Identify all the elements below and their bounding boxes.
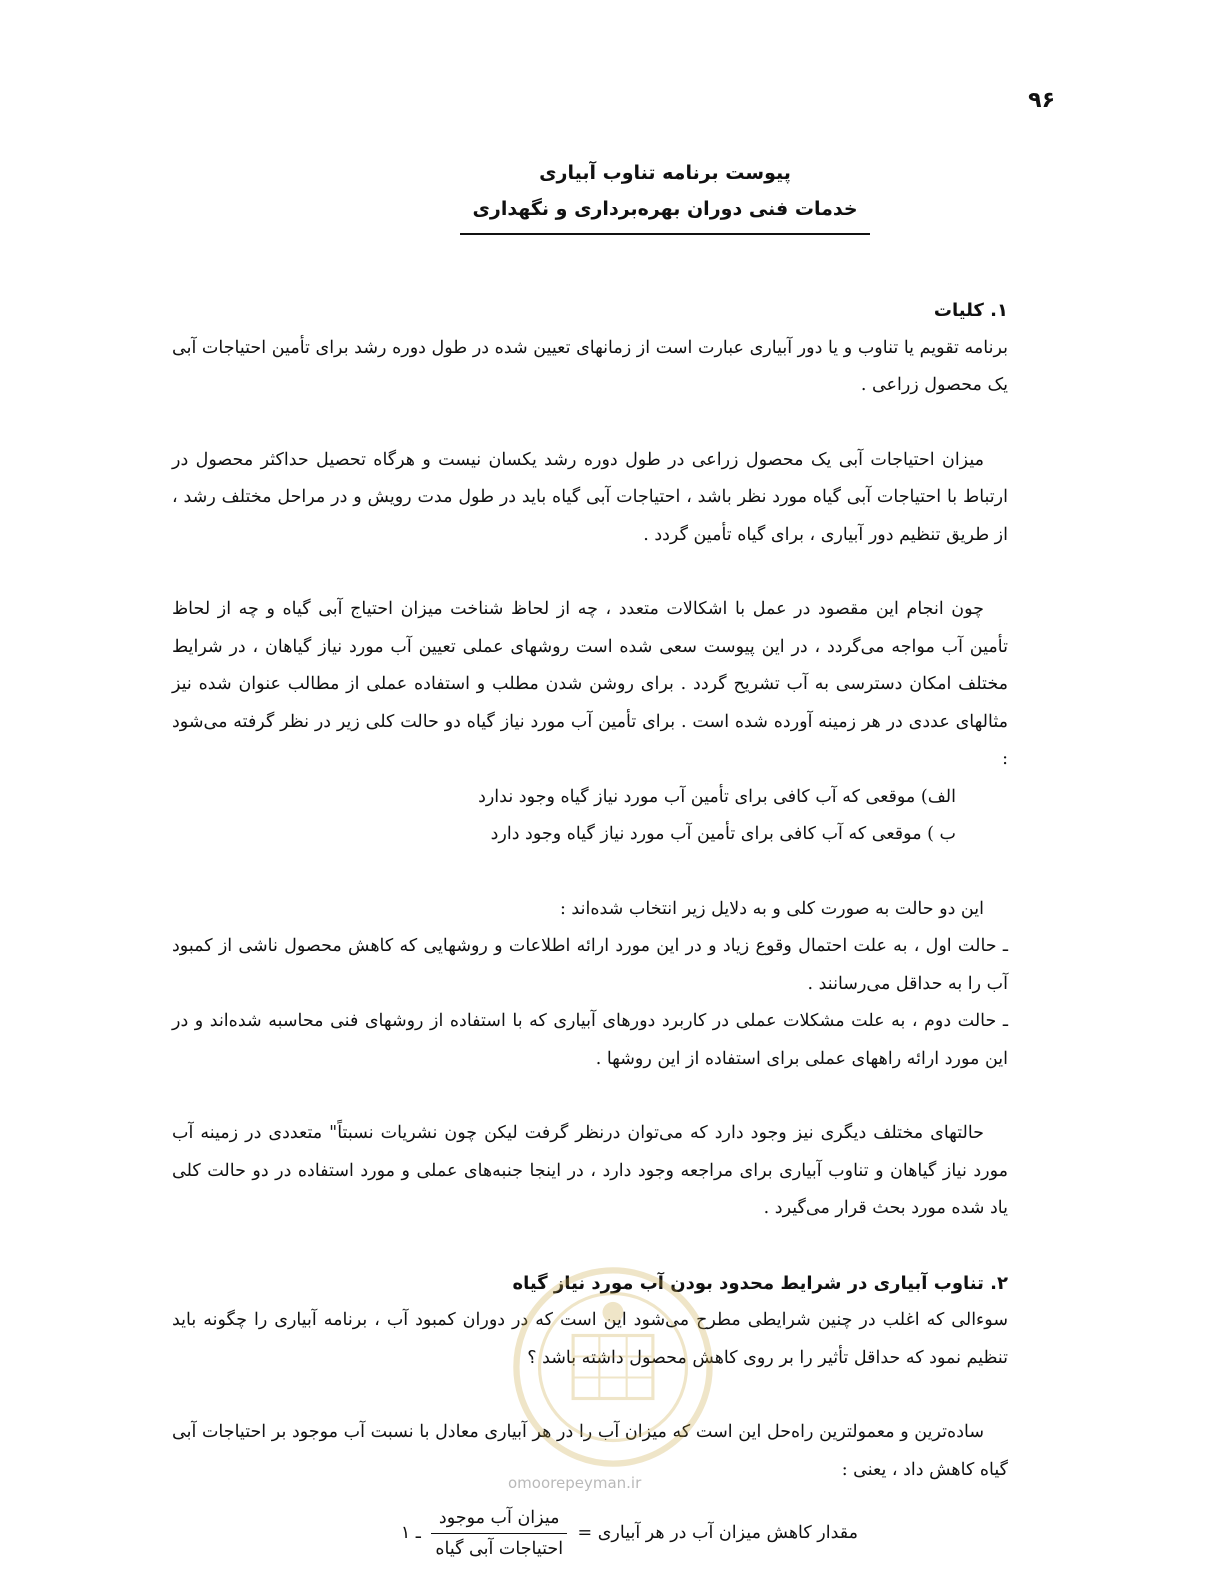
paragraph-gap	[172, 1078, 1008, 1115]
title-block	[440, 155, 890, 235]
formula-denominator: احتیاجات آبی گیاه	[435, 1539, 564, 1559]
formula	[172, 1503, 1008, 1564]
section-1-paragraph-1: برنامه تقویم یا تناوب و یا دور آبیاری عبارت است از زمانهای تعیین شده در طول دوره رشد برای تأمین احتیاجات آبی یک محصول زراعی .	[172, 337, 1008, 395]
section-1-paragraph-2: میزان احتیاجات آبی یک محصول زراعی در طول دوره رشد یکسان نیست و هرگاه تحصیل حداکثر محصول در ارتباط با احتیاجات آبی گیاه مورد نظر باشد ، احتیاجات آبی گیاه باید در طول مدت رویش و در مراحل مختلف رشد ، از طریق تنظیم دور آبیاری ، برای گیاه تأمین گردد .	[172, 449, 1008, 545]
formula-lhs: مقدار کاهش میزان آب در هر آبیاری =	[577, 1522, 858, 1543]
dash-item-2: ـ حالت دوم ، به علت مشکلات عملی در کاربرد دورهای آبیاری که با استفاده از روشهای فنی محاسبه شده‌اند و در این مورد ارائه راههای عملی برای استفاده از این روشها .	[172, 1011, 1008, 1069]
list-item-a: الف) موقعی که آب کافی برای تأمین آب مورد نیاز گیاه وجود ندارد	[478, 786, 956, 807]
title-line-2: خدمات فنی دوران بهره‌برداری و نگهداری	[472, 198, 858, 220]
section-1-heading: ۱. کلیات	[933, 300, 1008, 321]
document-body	[172, 292, 1008, 1564]
section-1-paragraph-3: چون انجام این مقصود در عمل با اشکالات متعدد ، چه از لحاظ شناخت میزان احتیاج آبی گیاه و چه از لحاظ تأمین آب مواجه می‌گردد ، در این پیوست سعی شده است روشهای عملی تعیین آب مورد نیاز گیاهان ، در شرایط مختلف امکان دسترسی به آب تشریح گردد . برای روشن شدن مطلب و استفاده عملی از مطالب عنوان شده نیز مثالهای عددی در هر زمینه آورده شده است . برای تأمین آب مورد نیاز گیاه دو حالت کلی زیر در نظر گرفته می‌شود :	[172, 599, 1008, 769]
watermark-text: omoorepeyman.ir	[508, 1474, 642, 1492]
section-1-paragraph-5: حالتهای مختلف دیگری نیز وجود دارد که می‌توان درنظر گرفت لیکن چون نشریات نسبتاً" متعددی در زمینه آب مورد نیاز گیاهان و تناوب آبیاری برای مراجعه وجود دارد ، در اینجا جنبه‌های عملی و مورد استفاده در دو حالت کلی یاد شده مورد بحث قرار می‌گیرد .	[172, 1123, 1008, 1218]
formula-numerator: میزان آب موجود	[431, 1503, 568, 1534]
section-2-paragraph-1: سوءالی که اغلب در چنین شرایطی مطرح می‌شود این است که در دوران کمبود آب ، برنامه آبیاری را چگونه باید تنظیم نمود که حداقل تأثیر را بر روی کاهش محصول داشته باشد ؟	[172, 1310, 1008, 1368]
section-2-heading: ۲. تناوب آبیاری در شرایط محدود بودن آب مورد نیاز گیاه	[512, 1272, 1008, 1294]
formula-rhs: ـ ۱	[400, 1522, 421, 1543]
paragraph-gap	[172, 554, 1008, 591]
list-item-b: ب ) موقعی که آب کافی برای تأمین آب مورد نیاز گیاه وجود دارد	[490, 824, 956, 844]
title-line-1: پیوست برنامه تناوب آبیاری	[539, 162, 791, 184]
section-1-paragraph-4: این دو حالت به صورت کلی و به دلایل زیر انتخاب شده‌اند :	[559, 898, 984, 919]
paragraph-gap	[172, 1228, 1008, 1265]
paragraph-gap	[172, 854, 1008, 891]
page-number: ۹۶	[1028, 88, 1055, 113]
formula-fraction	[431, 1503, 568, 1564]
paragraph-gap	[172, 1377, 1008, 1414]
paragraph-gap	[172, 405, 1008, 442]
title-underline	[460, 233, 870, 235]
section-2-paragraph-2: ساده‌ترین و معمولترین راه‌حل این است که میزان آب را در هر آبیاری معادل با نسبت آب موجود بر احتیاجات آبی گیاه کاهش داد ، یعنی :	[172, 1422, 1008, 1480]
dash-item-1: ـ حالت اول ، به علت احتمال وقوع زیاد و در این مورد ارائه اطلاعات و روشهایی که کاهش محصول ناشی از کمبود آب را به حداقل می‌رسانند .	[172, 936, 1008, 994]
